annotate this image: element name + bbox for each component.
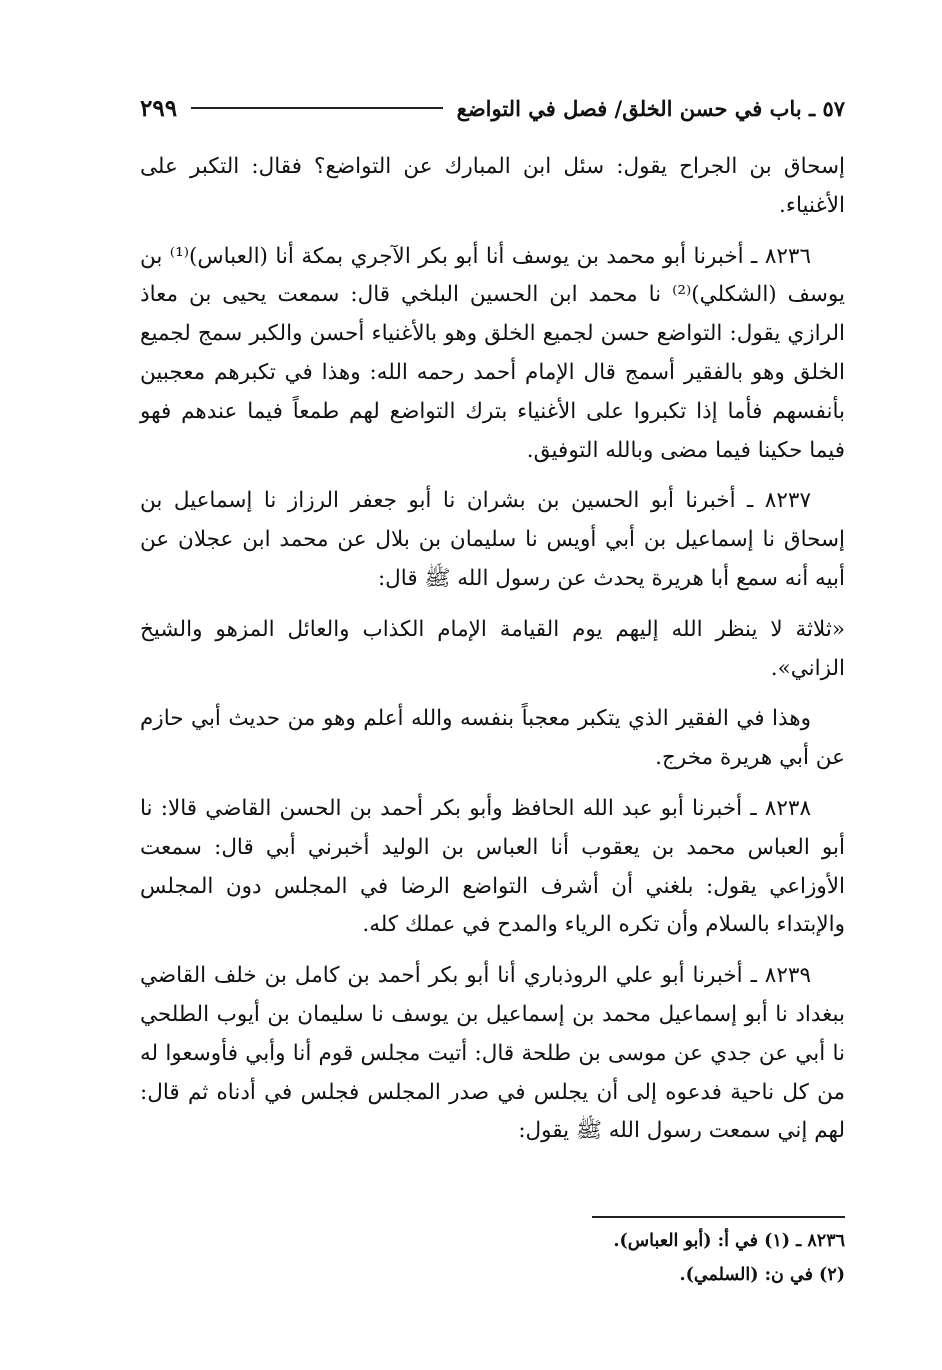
paragraph-continuation: إسحاق بن الجراح يقول: سئل ابن المبارك عن التواضع؟ فقال: التكبر على الأغنياء. bbox=[140, 154, 845, 218]
footnote-2: (٢) في ن: (السلمي). bbox=[679, 1265, 845, 1285]
paragraph-commentary: وهذا في الفقير الذي يتكبر معجباً بنفسه والله أعلم وهو من حديث أبي حازم عن أبي هريرة مخرج. bbox=[140, 706, 845, 771]
paragraph-8238: ٨٢٣٨ ـ أخبرنا أبو عبد الله الحافظ وأبو بكر أحمد بن الحسن القاضي قالا: نا أبو العباس محمد بن يعقوب أنا العباس بن الوليد أخبرني أبي قال: سمعت الأوزاعي يقول: بلغني أن أشرف التواضع الرضا في المجلس دون المجلس والإبتداء بالسلام وأن تكره الرياء والمدح في عملك كله. bbox=[140, 795, 845, 938]
page-number: ٢٩٩ bbox=[140, 94, 178, 122]
footnote-1: ٨٢٣٦ ـ (١) في أ: (أبو العباس). bbox=[613, 1231, 845, 1251]
paragraph-8237: ٨٢٣٧ ـ أخبرنا أبو الحسين بن بشران نا أبو جعفر الرزاز نا إسماعيل بن إسحاق نا إسماعيل بن أبي أويس نا سليمان بن بلال عن محمد ابن عجلان عن أبيه أنه سمع أبا هريرة يحدث عن رسول الله ﷺ قال: bbox=[140, 488, 845, 591]
chapter-title: ٥٧ ـ باب في حسن الخلق/ فصل في التواضع bbox=[456, 95, 845, 121]
footnote-rule bbox=[592, 1216, 845, 1218]
page-header bbox=[140, 88, 845, 128]
main-text bbox=[140, 148, 845, 1163]
hadith-quote: «ثلاثة لا ينظر الله إليهم يوم القيامة الإمام الكذاب والعائل المزهو والشيخ الزاني». bbox=[140, 616, 845, 681]
paragraph-8236: ٨٢٣٦ ـ أخبرنا أبو محمد بن يوسف أنا أبو بكر الآجري بمكة أنا (العباس)⁽¹⁾ بن يوسف (الشكلي)⁽²⁾ نا محمد ابن الحسين البلخي قال: سمعت يحيى بن معاذ الرازي يقول: التواضع حسن لجميع الخلق وهو بالأغنياء أحسن والكبر سمج لجميع الخلق وهو بالفقير أسمج قال الإمام أحمد رحمه الله: وهذا في تكبرهم معجبين بأنفسهم فأما إذا تكبروا على الأغنياء بترك التواضع لهم طمعاً فيما عندهم فهو فيما حكينا فيما مضى وبالله التوفيق. bbox=[140, 243, 845, 463]
header-rule bbox=[191, 107, 443, 109]
footnotes bbox=[400, 1224, 845, 1292]
paragraph-8239: ٨٢٣٩ ـ أخبرنا أبو علي الروذباري أنا أبو بكر أحمد بن كامل بن خلف القاضي ببغداد نا أبو إسماعيل محمد بن إسماعيل بن يوسف نا سليمان بن أيوب الطلحي نا أبي عن جدي عن موسى بن طلحة قال: أتيت مجلس قوم أنا وأبي فأوسعوا له من كل ناحية فدعوه إلى أن يجلس في صدر المجلس فجلس في أدناه ثم قال: لهم إني سمعت رسول الله ﷺ يقول: bbox=[140, 963, 845, 1144]
